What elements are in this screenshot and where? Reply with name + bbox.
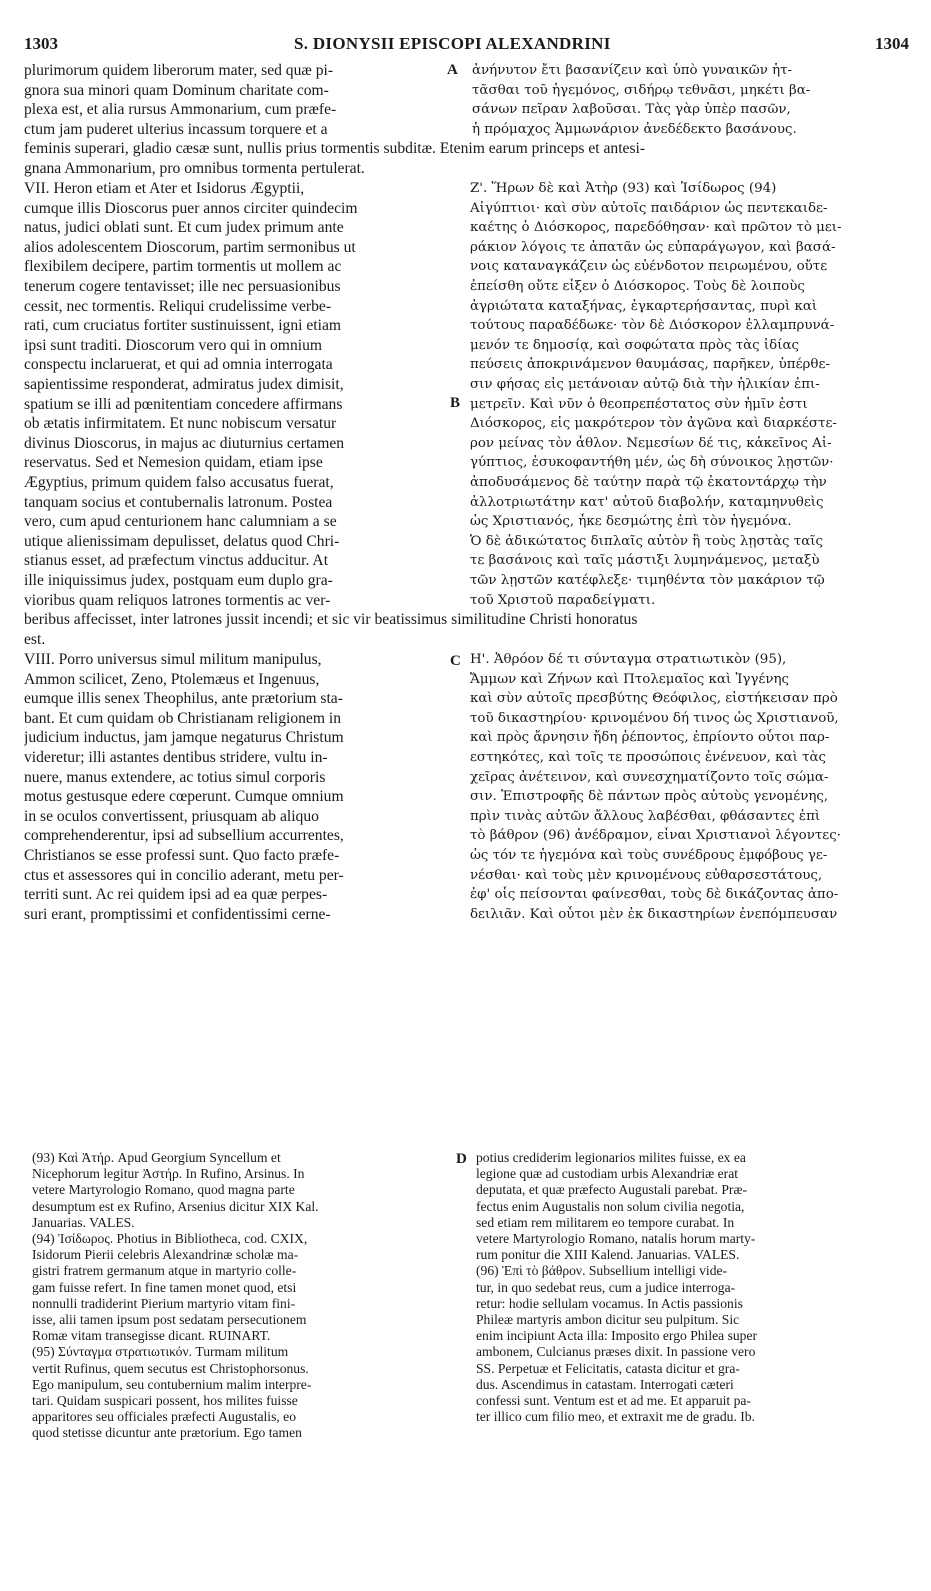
- latin-col1-line: Ægyptius, primum quidem falso accusatus fuerat,: [24, 474, 334, 491]
- latin-col1-line: flexibilem decipere, partim tormentis ut mollem ac: [24, 258, 342, 276]
- latin-col1-line: divinus Dioscorus, in majus ac diuturnius certamen: [24, 434, 345, 452]
- notes-right-line: (96) Ἐπὶ τὸ βάθρον. Subsellium intelligi vide-: [476, 1263, 728, 1279]
- notes-right-line: Phileæ martyris ambon dicitur seu pulpitum. Sic: [476, 1312, 740, 1327]
- latin-top-line: ctum jam puderet ulterius incassum torquere et a: [24, 120, 328, 138]
- greek-col1-line: πεύσεις ἀποκρινάμενον θαυμάσας, παρῆκεν, ὑπέρθε-: [470, 357, 830, 373]
- latin-col2-line: Christianos se esse professi sunt. Quo facto præfe-: [24, 847, 340, 864]
- latin-col2-line: judicium inductus, jam jamque negaturus Christum: [24, 729, 344, 747]
- latin-col1-line: ipsi sunt traditi. Dioscorum vero qui in omnium: [24, 336, 322, 354]
- greek-top-line: ἡ πρόμαχος Ἀμμωνάριον ἀνεδέδεκτο βασάνους.: [472, 121, 797, 137]
- page-number-right: 1304: [875, 34, 909, 53]
- latin-col2-line: motus gestusque edere cœperunt. Cumque omnium: [24, 788, 344, 806]
- notes-left-line: (94) Ἰσίδωρος. Photius in Bibliotheca, cod. CXIX,: [32, 1231, 308, 1246]
- latin-col1-line: sapientissime responderat, admiratus judex dimisit,: [24, 376, 344, 393]
- greek-col2-line: χεῖρας ἀνέτεινον, καὶ συνεσχηματίζοντο τοῖς σώμα-: [470, 769, 829, 785]
- notes-right-line: deputata, et quæ præfecto Augustali parebat. Præ-: [476, 1182, 748, 1198]
- latin-col1-line: alios adolescentem Dioscorum, partim sermonibus ut: [24, 238, 356, 256]
- latin-col1-line: cumque illis Dioscorus puer annos circiter quindecim: [24, 199, 358, 217]
- notes-left-line: desumptum est ex Rufino, Arsenius dicitur XIX Kal.: [32, 1198, 319, 1214]
- greek-col1-line: τῶν λῃστῶν κατέφλεξε· τιμηθέντα τὸν μακάριον τῷ: [470, 573, 825, 588]
- notes-left-line: isse, alii tamen ipsum post sedatam persecutionem: [32, 1312, 307, 1327]
- latin-full1-line: feminis superari, gladio cæsæ sunt, nullis prius tormentis subditæ. Etenim earum princeps et antesi-: [24, 140, 646, 157]
- latin-col1-line: cessit, nec tormentis. Reliqui crudelissime verbe-: [24, 297, 332, 315]
- latin-full2-line: beribus affecisset, inter latrones jussit incendi; et sic vir beatissimus similitudine Christi honoratus: [24, 611, 638, 628]
- notes-left-line: (93) Καὶ Ἀτήρ. Apud Georgium Syncellum et: [32, 1150, 281, 1165]
- greek-col2-line: ὡς τόν τε ἡγεμόνα καὶ τοὺς συνέδρους ἐμφόβους γε-: [470, 848, 828, 863]
- latin-col1-line: rati, cum cruciatus fortiter sustinuissent, igni etiam: [24, 317, 341, 335]
- latin-col2-line: suri erant, promptissimi et confidentissimi cerne-: [24, 905, 331, 923]
- notes-left-line: Nicephorum legitur Ἀστήρ. In Rufino, Arsinus. In: [32, 1166, 305, 1182]
- notes-left-line: Isidorum Pierii celebris Alexandrinæ scholæ ma-: [32, 1247, 299, 1263]
- latin-col1-line: utique alienissimam depulisset, delatus quod Chri-: [24, 532, 340, 550]
- margin-marker-c: C: [450, 653, 461, 669]
- greek-col1-line: ἐπείσθη οὔτε εἶξεν ὁ Διόσκορος. Τοὺς δὲ λοιποὺς: [470, 279, 805, 294]
- latin-full1-line: gnana Ammonarium, pro omnibus tormenta pertulerat.: [24, 159, 365, 177]
- notes-right-line: fectus enim Augustalis non solum civilia negotia,: [476, 1198, 745, 1214]
- latin-col1-line: vioribus quam reliquos latrones tormentis ac ver-: [24, 591, 331, 609]
- greek-col1-line: τε βασάνοις καὶ ταῖς μάστιξι λυμηνάμενος, μεταξὺ: [470, 553, 820, 569]
- notes-right-line: ambonem, Culcianus præses dixit. In passione vero: [476, 1344, 756, 1360]
- greek-col1-line: Ζ'. Ἥρων δὲ καὶ Ἀτὴρ (93) καὶ Ἰσίδωρος (94): [470, 181, 777, 196]
- margin-marker-b: B: [450, 395, 461, 411]
- notes-left-line: Ego manipulum, seu contubernium malim interpre-: [32, 1376, 312, 1392]
- greek-col1-line: σιν φήσας εἰς μετάνοιαν αὐτῷ διὰ τὴν ἡλικίαν ἐπι-: [470, 377, 820, 392]
- latin-col1-line: vero, cum apud centurionem hanc calumniam a se: [24, 513, 337, 531]
- greek-col2-line: νέσθαι· καὶ τοὺς μὲν κρινομένους εὐθαρσεστάτους,: [470, 867, 823, 883]
- notes-right-line: confessi sunt. Ventum est et ad me. Et apparuit pa-: [476, 1393, 751, 1408]
- latin-col2-line: eumque illis senex Theophilus, ante prætorium sta-: [24, 690, 343, 708]
- latin-top-line: gnora sua minori quam Dominum charitate com-: [24, 81, 329, 99]
- notes-right-line: rum ponitur die XIII Kalend. Januarias. VALES.: [476, 1247, 740, 1263]
- notes-left-line: Romæ vitam transegisse dicant. RUINART.: [32, 1328, 271, 1344]
- greek-col1-line: νοις καταναγκάζειν ὡς εὐένδοτον πειρωμένου, οὔτε: [470, 259, 828, 275]
- greek-top-line: τᾶσθαι τοῦ ἡγεμόνος, σιδήρῳ τεθνᾶσι, μηκέτι βα-: [472, 82, 811, 98]
- greek-col2-line: τοῦ δικαστηρίου· κρινομένου δή τινος ὡς Χριστιανοῦ,: [470, 710, 839, 726]
- margin-marker-d: D: [456, 1151, 467, 1167]
- notes-left-line: Januarias. VALES.: [32, 1214, 135, 1230]
- notes-left-line: gistri fratrem germanum atque in martyrio colle-: [32, 1263, 297, 1279]
- greek-col1-line: ρον μείνας τὸν ἆθλον. Νεμεσίων δέ τις, κἀκεῖνος Αἰ-: [470, 435, 832, 451]
- latin-col2-line: bant. Et cum quidam ob Christianam religionem in: [24, 709, 342, 727]
- greek-col1-line: ἀλλοτριωτάτην κατ' αὐτοῦ διαβολήν, καταμηνυθεὶς: [470, 494, 824, 510]
- greek-col2-line: σιν. Ἐπιστροφῆς δὲ πάντων πρὸς αὐτοὺς γενομένης,: [470, 789, 829, 805]
- greek-col2-line: ἐφ' οἷς πείσονται φαίνεσθαι, τοὺς δὲ δικάζοντας ἀπο-: [470, 887, 839, 903]
- latin-col2-line: comprehenderentur, ipsi ad subsellium accurrentes,: [24, 827, 344, 845]
- notes-right-line: ter illico cum filio meo, et extraxit me de gradu. Ib.: [476, 1409, 755, 1425]
- notes-left-line: gam fuisse refert. In fine tamen monet quod, etsi: [32, 1279, 297, 1295]
- latin-col2-line: territi sunt. Ac rei quidem ipsi ad ea quæ perpes-: [24, 886, 328, 904]
- notes-left-line: vertit Rufinus, quem secutus est Christophorsonus.: [32, 1360, 309, 1376]
- notes-right-line: retur: hodie sellulam vocamus. In Actis passionis: [476, 1295, 743, 1311]
- notes-right-line: sed etiam rem militarem eo tempore curabat. In: [476, 1214, 735, 1230]
- page-number-left: 1303: [24, 34, 58, 53]
- greek-top-line: σάνων πεῖραν λαβοῦσαι. Τὰς γὰρ ὑπὲρ πασῶν,: [472, 102, 791, 118]
- greek-col1-line: μετρεῖν. Καὶ νῦν ὁ θεοπρεπέστατος σὺν ἡμῖν ἐστι: [470, 396, 808, 412]
- latin-col1-line: ille iniquissimus judex, postquam eum duplo gra-: [24, 572, 333, 589]
- greek-col2-line: Ἄμμων καὶ Ζήνων καὶ Πτολεμαῖος καὶ Ἰγγένης: [470, 671, 790, 687]
- latin-col2-line: in se oculos convertissent, priusquam ab aliquo: [24, 807, 319, 825]
- latin-top-line: plurimorum quidem liberorum mater, sed quæ pi-: [24, 62, 334, 79]
- notes-right-line: vetere Martyrologio Romano, natalis horum marty-: [476, 1231, 756, 1246]
- notes-left-line: (95) Σύνταγμα στρατιωτικόν. Turmam militum: [32, 1344, 289, 1360]
- notes-right-line: SS. Perpetuæ et Felicitatis, catasta dicitur et gra-: [476, 1360, 740, 1376]
- latin-top-line: plexa est, et alia rursus Ammonarium, cum præfe-: [24, 101, 337, 119]
- greek-col2-line: εστηκότες, καὶ τοῖς τε προσώποις ἐνένευον, καὶ τὰς: [470, 750, 827, 765]
- greek-col1-line: ράκιον λόγοις τε ἀπατᾶν ὡς εὐπαράγωγον, καὶ βασά-: [470, 239, 836, 255]
- greek-col2-line: δειλιᾶν. Καὶ οὗτοι μὲν ἐκ δικαστηρίων ἐνεπόμπευσαν: [470, 906, 838, 922]
- notes-right-line: enim incipiunt Acta illa: Imposito ergo Philea super: [476, 1328, 758, 1344]
- notes-left-line: tari. Quidam suspicari possent, hos milites fuisse: [32, 1393, 298, 1408]
- running-title: S. DIONYSII EPISCOPI ALEXANDRINI: [294, 34, 611, 53]
- greek-col2-line: καὶ σὺν αὐτοῖς πρεσβύτης Θεόφιλος, εἱστήκεισαν πρὸ: [470, 691, 838, 707]
- greek-col1-line: Ὁ δὲ ἀδικώτατος διπλαῖς αὐτὸν ἢ τοὺς λῃστὰς ταῖς: [470, 533, 823, 549]
- greek-col1-line: ἀποδυσάμενος δὲ ταύτην παρὰ τῷ ἑκατοντάρχῳ τὴν: [470, 475, 827, 490]
- greek-top-line: ἀνήνυτον ἔτι βασανίζειν καὶ ὑπὸ γυναικῶν ἡτ-: [472, 63, 793, 78]
- latin-col2-line: ctus et assessores qui in concilio aderant, metu per-: [24, 866, 344, 884]
- notes-right-line: legione quæ ad custodiam urbis Alexandriæ erat: [476, 1166, 738, 1182]
- notes-right-line: tur, in quo sedebat reus, cum a judice interroga-: [476, 1279, 736, 1295]
- latin-col1-line: tanquam socius et contubernalis latronum. Postea: [24, 493, 333, 511]
- latin-col2-line: videretur; illi astantes dentibus stridere, vultu in-: [24, 749, 328, 766]
- notes-right-line: dus. Ascendimus in catastam. Interrogati cæteri: [476, 1376, 734, 1392]
- notes-left-line: nonnulli tradiderint Pierium martyrio vitam fini-: [32, 1295, 296, 1311]
- greek-col1-line: ἀγριώτατα καταξήνας, ἐγκαρτερήσαντας, πυρὶ καὶ: [470, 298, 818, 314]
- latin-col2-line: VIII. Porro universus simul militum manipulus,: [24, 651, 322, 668]
- greek-col1-line: γύπτιος, ἐσυκοφαντήθη μέν, ὡς δὴ σύνοικος λῃστῶν·: [470, 455, 834, 471]
- greek-col1-line: μενόν τε δημοσίᾳ, καὶ σοφώτατα πρὸς τὰς ἰδίας: [470, 337, 800, 353]
- greek-col1-line: καέτης ὁ Διόσκορος, παρεδόθησαν· καὶ πρῶτον τὸ μει-: [470, 220, 842, 236]
- notes-left-line: quod stetisse dicuntur ante prætorium. Ego tamen: [32, 1425, 302, 1441]
- greek-col2-line: πρὶν τινὰς αὐτῶν ἄλλους λαβέσθαι, φθάσαντες ἐπὶ: [470, 808, 821, 824]
- latin-col1-line: natus, judici oblati sunt. Et cum judex primum ante: [24, 219, 344, 237]
- notes-left-line: vetere Martyrologio Romano, quod magna parte: [32, 1182, 295, 1198]
- greek-col1-line: τούτους παραδέδωκε· τὸν δὲ Διόσκορον ἐλλαμπρυνά-: [470, 318, 835, 334]
- latin-col2-line: nuere, manus extendere, ac totius simul corporis: [24, 768, 326, 786]
- latin-col1-line: ob ætatis infirmitatem. Et nunc nobiscum versatur: [24, 415, 337, 433]
- greek-col1-line: ὡς Χριστιανός, ἧκε δεσμώτης ἐπὶ τὸν ἡγεμόνα.: [470, 514, 792, 530]
- margin-marker-a: A: [447, 62, 458, 78]
- latin-col1-line: tenerum cogere tentavisset; ille nec persuasionibus: [24, 278, 341, 295]
- latin-col1-line: VII. Heron etiam et Ater et Isidorus Ægyptii,: [24, 180, 305, 197]
- notes-left-line: apparitores seu officiales præfecti Augustalis, eo: [32, 1409, 296, 1425]
- latin-full2-line: est.: [24, 630, 46, 648]
- latin-col2-line: Ammon scilicet, Zeno, Ptolemæus et Ingenuus,: [24, 670, 320, 688]
- latin-col1-line: reservatus. Sed et Nemesion quidam, etiam ipse: [24, 454, 323, 472]
- latin-col1-line: conspectu inclaruerat, et qui ad omnia interrogata: [24, 356, 333, 374]
- running-header: [24, 14, 909, 53]
- greek-col2-line: τὸ βάθρον (96) ἀνέδραμον, εἶναι Χριστιανοὶ λέγοντες·: [470, 828, 841, 844]
- latin-col1-line: stianus esset, ad præfectum vinctus adducitur. At: [24, 552, 329, 570]
- greek-col1-line: Διόσκορος, εἰς μακρότερον τὸν ἀγῶνα καὶ διαρκέστε-: [470, 416, 837, 432]
- greek-col1-line: Αἰγύπτιοι· καὶ σὺν αὐτοῖς παιδάριον ὡς πεντεκαιδε-: [470, 200, 828, 216]
- greek-col2-line: καὶ πρὸς ἄρνησιν ἤδη ῥέποντος, ἐπρίοντο οὗτοι παρ-: [470, 730, 830, 746]
- notes-right-line: potius crediderim legionarios milites fuisse, ex ea: [476, 1150, 746, 1165]
- greek-col2-line: Η'. Ἀθρόον δέ τι σύνταγμα στρατιωτικὸν (95),: [470, 652, 787, 667]
- latin-col1-line: spatium se illi ad pœnitentiam concedere affirmans: [24, 395, 343, 413]
- greek-col1-line: τοῦ Χριστοῦ παραδείγματι.: [470, 592, 656, 608]
